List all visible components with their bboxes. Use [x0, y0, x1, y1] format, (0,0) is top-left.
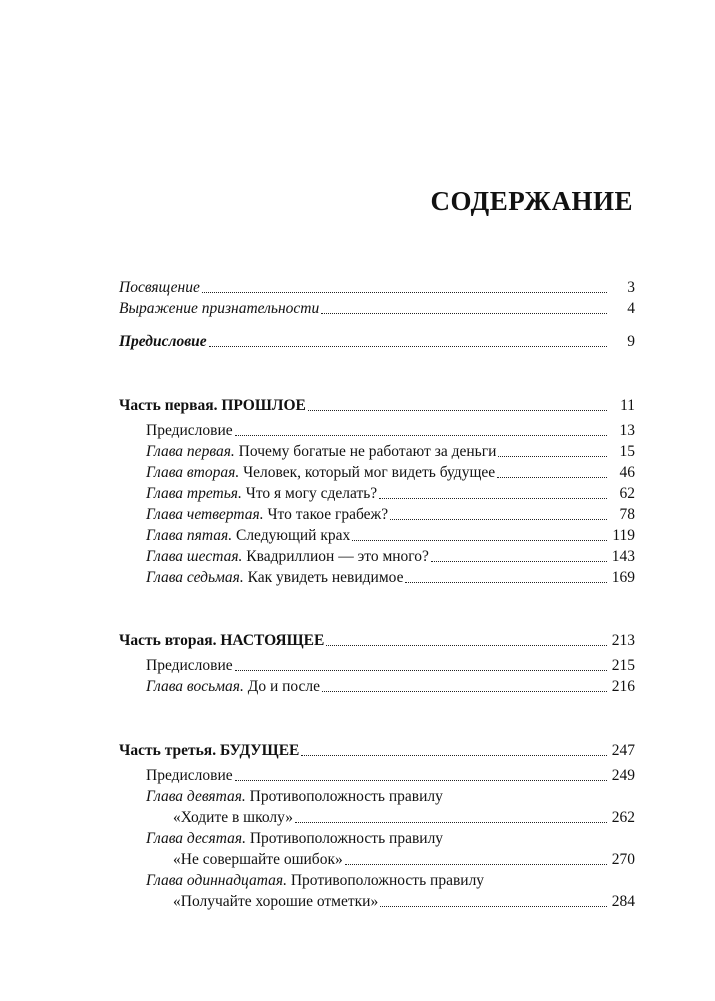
chapter-lead: Глава первая. — [146, 443, 235, 460]
dot-leader — [405, 581, 607, 583]
entry-label: Что я могу сделать? — [241, 485, 378, 502]
toc-entry[interactable] — [146, 656, 635, 676]
toc-entry-foreword[interactable] — [119, 332, 635, 352]
chapter-lead: Глава одиннадцатая. — [146, 872, 287, 889]
part-title: Часть третья. БУДУЩЕЕ — [119, 742, 300, 759]
dot-leader — [390, 518, 607, 520]
dot-leader — [295, 821, 607, 823]
page-number: 119 — [612, 527, 635, 544]
dot-leader — [379, 497, 607, 499]
toc-entry[interactable] — [173, 808, 635, 828]
toc-entry[interactable] — [146, 421, 635, 441]
dot-leader — [308, 409, 607, 411]
entry-label: Противоположность правилу — [286, 872, 485, 889]
dot-leader — [322, 690, 607, 692]
chapter-lead: Глава вторая. — [146, 464, 240, 481]
page-number: 213 — [611, 632, 635, 649]
dot-leader — [301, 754, 607, 756]
page-number: 215 — [611, 657, 635, 674]
chapter-lead: Глава девятая. — [146, 788, 246, 805]
entry-label: Предисловие — [146, 767, 233, 784]
toc-entry-line1[interactable] — [146, 871, 484, 891]
toc-entry-dedication[interactable] — [119, 278, 635, 298]
entry-label: Человек, который мог видеть будущее — [239, 464, 496, 481]
dot-leader — [497, 476, 607, 478]
entry-label: Противоположность правилу — [245, 830, 444, 847]
toc-entry[interactable] — [173, 850, 635, 870]
toc-entry-line1[interactable] — [146, 787, 443, 807]
page-number: 62 — [619, 485, 635, 502]
page-number: 284 — [611, 893, 635, 910]
chapter-lead: Глава десятая. — [146, 830, 246, 847]
chapter-lead: Глава седьмая. — [146, 569, 244, 586]
chapter-lead: Глава шестая. — [146, 548, 243, 565]
dot-leader — [235, 779, 607, 781]
toc-entry[interactable] — [173, 892, 635, 912]
toc-entry[interactable] — [146, 442, 635, 462]
toc-entry[interactable] — [146, 505, 635, 525]
page-number: 247 — [611, 742, 635, 759]
page-number: 15 — [619, 443, 635, 460]
dot-leader — [345, 863, 607, 865]
toc-entry[interactable] — [146, 484, 635, 504]
entry-label: Предисловие — [119, 333, 207, 350]
entry-label: Квадриллион — это много? — [242, 548, 429, 565]
page-number: 216 — [611, 678, 635, 695]
chapter-lead: Глава пятая. — [146, 527, 233, 544]
page-number: 11 — [620, 397, 635, 414]
page-number: 270 — [611, 851, 635, 868]
dot-leader — [235, 669, 607, 671]
page-number: 3 — [627, 279, 635, 296]
page-number: 4 — [627, 300, 635, 317]
toc-entry[interactable] — [146, 463, 635, 483]
entry-label: Выражение признательности — [119, 300, 320, 317]
entry-label: Предисловие — [146, 657, 233, 674]
toc-part-heading[interactable] — [119, 741, 635, 761]
entry-label: Следующий крах — [232, 527, 351, 544]
toc-entry-acknowledgments[interactable] — [119, 299, 635, 319]
chapter-lead: Глава четвертая. — [146, 506, 264, 523]
entry-label: Противоположность правилу — [245, 788, 443, 805]
entry-label: Посвящение — [119, 279, 200, 296]
dot-leader — [235, 434, 607, 436]
entry-label-cont: «Не совершайте ошибок» — [173, 851, 343, 868]
toc-entry-line1[interactable] — [146, 829, 443, 849]
toc-part-heading[interactable] — [119, 631, 635, 651]
entry-label: Почему богатые не работают за деньги — [234, 443, 497, 460]
dot-leader — [431, 560, 607, 562]
part-title: Часть первая. ПРОШЛОЕ — [119, 397, 306, 414]
toc-entry[interactable] — [146, 677, 635, 697]
chapter-lead: Глава восьмая. — [146, 678, 244, 695]
entry-label-cont: «Получайте хорошие отметки» — [173, 893, 379, 910]
chapter-lead: Глава третья. — [146, 485, 242, 502]
dot-leader — [326, 644, 607, 646]
page-number: 9 — [627, 333, 635, 350]
page-number: 169 — [611, 569, 635, 586]
page-number: 13 — [619, 422, 635, 439]
entry-label: Что такое грабеж? — [263, 506, 389, 523]
dot-leader — [380, 905, 607, 907]
dot-leader — [352, 539, 607, 541]
entry-label: Предисловие — [146, 422, 233, 439]
toc-entry[interactable] — [146, 568, 635, 588]
page-number: 249 — [611, 767, 635, 784]
dot-leader — [321, 312, 607, 314]
entry-label-cont: «Ходите в школу» — [173, 809, 294, 826]
toc-entry[interactable] — [146, 547, 635, 567]
toc-entry[interactable] — [146, 526, 635, 546]
dot-leader — [209, 345, 607, 347]
dot-leader — [498, 455, 607, 457]
page-number: 78 — [619, 506, 635, 523]
toc-part-heading[interactable] — [119, 396, 635, 416]
toc-entry[interactable] — [146, 766, 635, 786]
entry-label: До и после — [243, 678, 321, 695]
dot-leader — [202, 291, 607, 293]
part-title: Часть вторая. НАСТОЯЩЕЕ — [119, 632, 325, 649]
page-number: 143 — [611, 548, 635, 565]
entry-label: Как увидеть невидимое — [243, 569, 404, 586]
page-number: 262 — [611, 809, 635, 826]
page-title: СОДЕРЖАНИЕ — [430, 186, 633, 216]
page-number: 46 — [619, 464, 635, 481]
